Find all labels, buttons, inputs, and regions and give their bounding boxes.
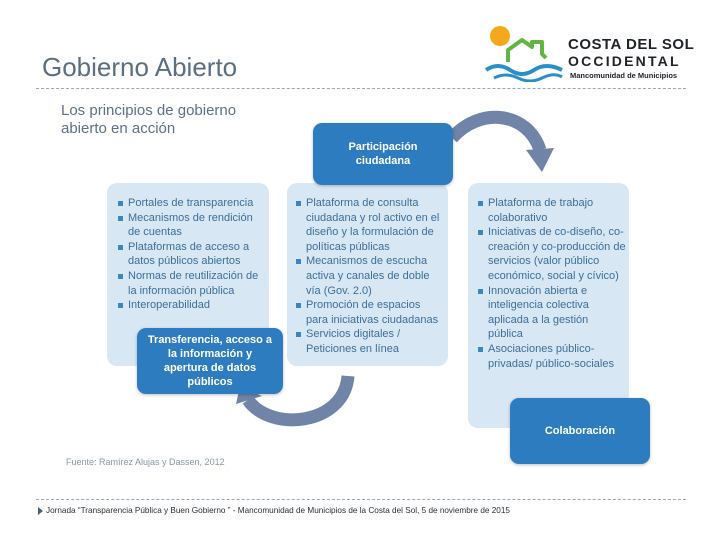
list-item: Portales de transparencia: [118, 196, 264, 211]
collaboration-list: [478, 196, 626, 371]
participation-header: [313, 123, 453, 185]
transparency-header: [137, 328, 283, 394]
transparency-label: Transferencia, acceso a la información y apertura de datos públicos: [147, 334, 273, 388]
list-item: Iniciativas de co-diseño, co-creación y co-producción de servicios (valor público económico, social y cívico): [478, 225, 626, 283]
list-item: Normas de reutilización de la información pública: [118, 269, 264, 298]
slide-title: Gobierno Abierto: [42, 52, 238, 82]
top-arrowhead: [526, 148, 554, 172]
list-item: Innovación abierta e inteligencia colectiva aplicada a la gestión pública: [478, 284, 626, 342]
list-item: Asociaciones público-privadas/ público-sociales: [478, 342, 626, 371]
list-item: Servicios digitales / Peticiones en línea: [296, 327, 444, 356]
list-item: Plataformas de acceso a datos públicos abiertos: [118, 240, 264, 269]
collaboration-header: [510, 398, 650, 464]
list-item: Interoperabilidad: [118, 298, 264, 313]
participation-label: Participación ciudadana: [348, 141, 418, 167]
footer-bullet-icon: [38, 507, 43, 515]
top-cycle-arrow: [452, 117, 540, 150]
list-item: Plataforma de trabajo colaborativo: [478, 196, 626, 225]
list-item: Mecanismos de rendición de cuentas: [118, 211, 264, 240]
logo-line-2: OCCIDENTAL: [568, 53, 681, 69]
list-item: Mecanismos de escucha activa y canales de doble vía (Gov. 2.0): [296, 254, 444, 298]
list-item: Plataforma de consulta ciudadana y rol activo en el diseño y la formulación de políticas públicas: [296, 196, 444, 254]
transparency-list: [118, 196, 264, 313]
source-note: Fuente: Ramírez Alujas y Dassen, 2012: [66, 457, 225, 467]
logo-line-1: COSTA DEL SOL: [568, 36, 695, 53]
footer-text: Jornada “Transparencia Pública y Buen Gobierno ” - Mancomunidad de Municipios de la Costa del Sol, 5 de noviembre de 2015: [46, 506, 510, 515]
list-item: Promoción de espacios para iniciativas ciudadanas: [296, 298, 444, 327]
participation-list: [296, 196, 444, 357]
diagram-heading: Los principios de gobierno abierto en acción: [61, 102, 237, 137]
collaboration-label: Colaboración: [544, 425, 616, 437]
logo-line-3: Mancomunidad de Municipios: [570, 71, 678, 80]
